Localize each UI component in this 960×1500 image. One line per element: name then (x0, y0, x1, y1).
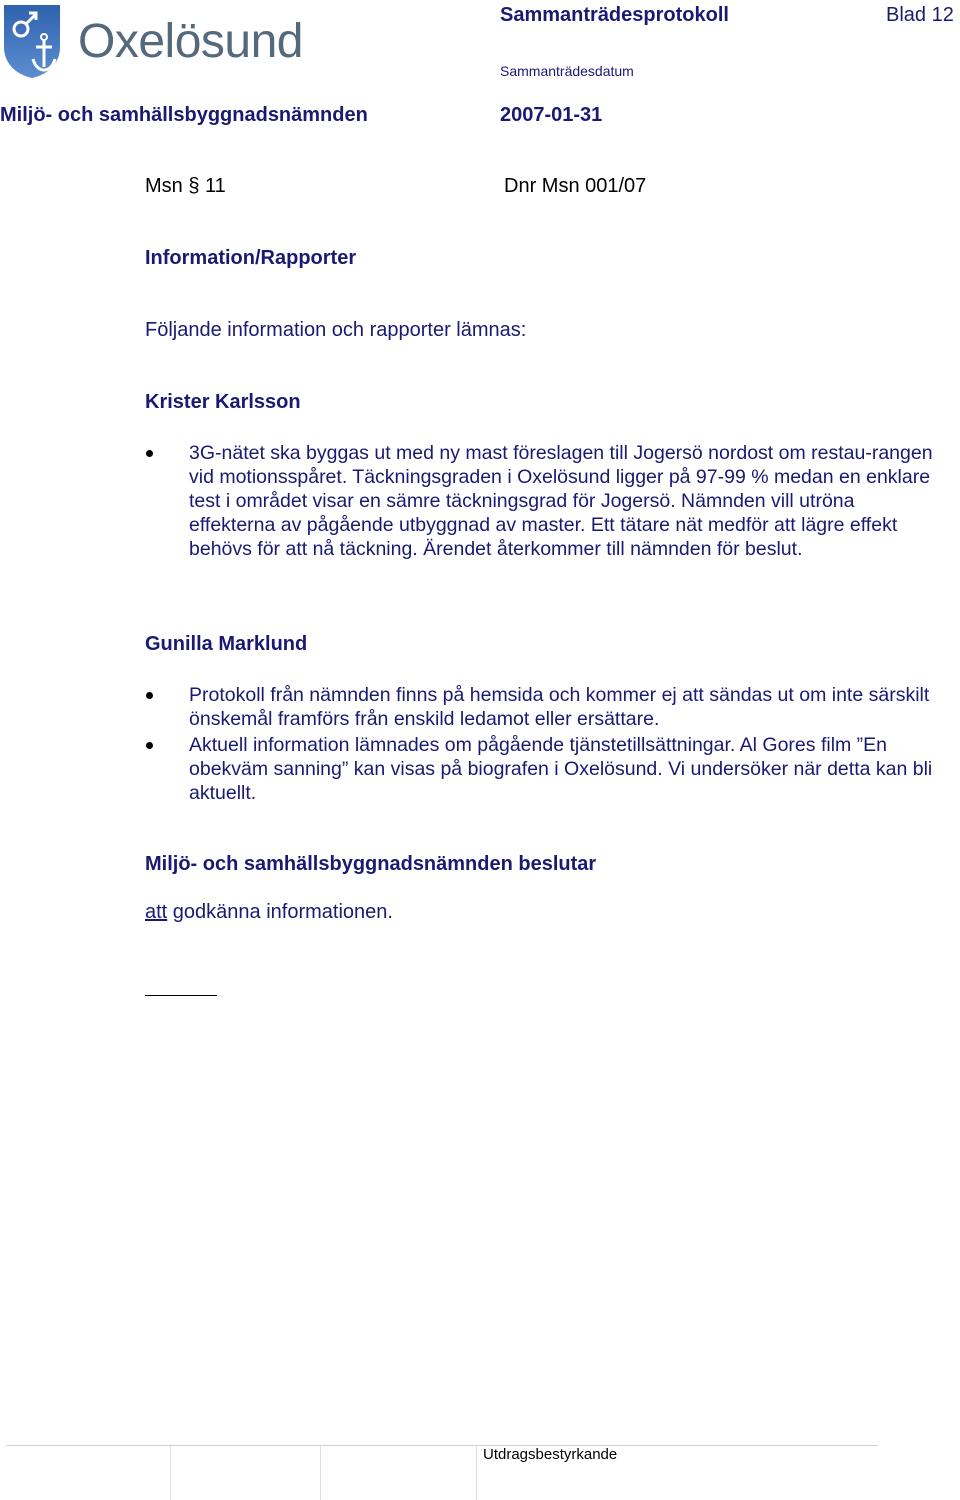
decision-keyword: att (145, 901, 168, 923)
footer-cell-divider (476, 1446, 477, 1500)
bullet-list (145, 441, 945, 563)
municipal-shield-icon (2, 3, 62, 79)
footer-cell-divider (320, 1446, 321, 1500)
meeting-date-label: Sammanträdesdatum (500, 63, 634, 79)
decision-text (145, 901, 393, 924)
speaker-name: Krister Karlsson (145, 391, 301, 413)
footer-divider (6, 1445, 878, 1446)
decision-body: godkänna informationen. (167, 901, 393, 923)
logo-wordmark: Oxelösund (78, 15, 303, 68)
intro-text: Följande information och rapporter lämnas: (145, 319, 527, 341)
document-type: Sammanträdesprotokoll (500, 4, 729, 26)
committee-name: Miljö- och samhällsbyggnadsnämnden (0, 104, 368, 126)
list-item: Protokoll från nämnden finns på hemsida och kommer ej att sändas ut om inte särskilt önskemål framförs från enskild ledamot eller ersättare. (145, 683, 945, 731)
end-rule (145, 995, 217, 996)
list-item: Aktuell information lämnades om pågående tjänstetillsättningar. Al Gores film ”En obekväm sanning” kan visas på biografen i Oxelösund. Vi undersöker när detta kan bli aktuellt. (145, 733, 945, 805)
speaker-name: Gunilla Marklund (145, 633, 308, 655)
page-number: Blad 12 (886, 4, 954, 26)
footer-certification-label: Utdragsbestyrkande (483, 1446, 618, 1463)
meeting-date: 2007-01-31 (500, 104, 603, 126)
bullet-list (145, 683, 945, 807)
decision-heading: Miljö- och samhällsbyggnadsnämnden beslutar (145, 853, 597, 875)
footer-cell-divider (170, 1446, 171, 1500)
list-item: 3G-nätet ska byggas ut med ny mast föreslagen till Jogersö nordost om restau-rangen vid motionsspåret. Täckningsgraden i Oxelösund ligger på 97-99 % medan en enklare test i området visar en sämre täckningsgrad för Jogersö. Nämnden vill utröna effekterna av pågående utbyggnad av master. Ett tätare nät medför att lägre effekt behövs för att nå täckning. Ärendet återkommer till nämnden för beslut. (145, 441, 945, 561)
section-title: Information/Rapporter (145, 247, 357, 269)
registration-number: Dnr Msn 001/07 (504, 175, 647, 197)
paragraph-number: Msn § 11 (145, 175, 226, 197)
